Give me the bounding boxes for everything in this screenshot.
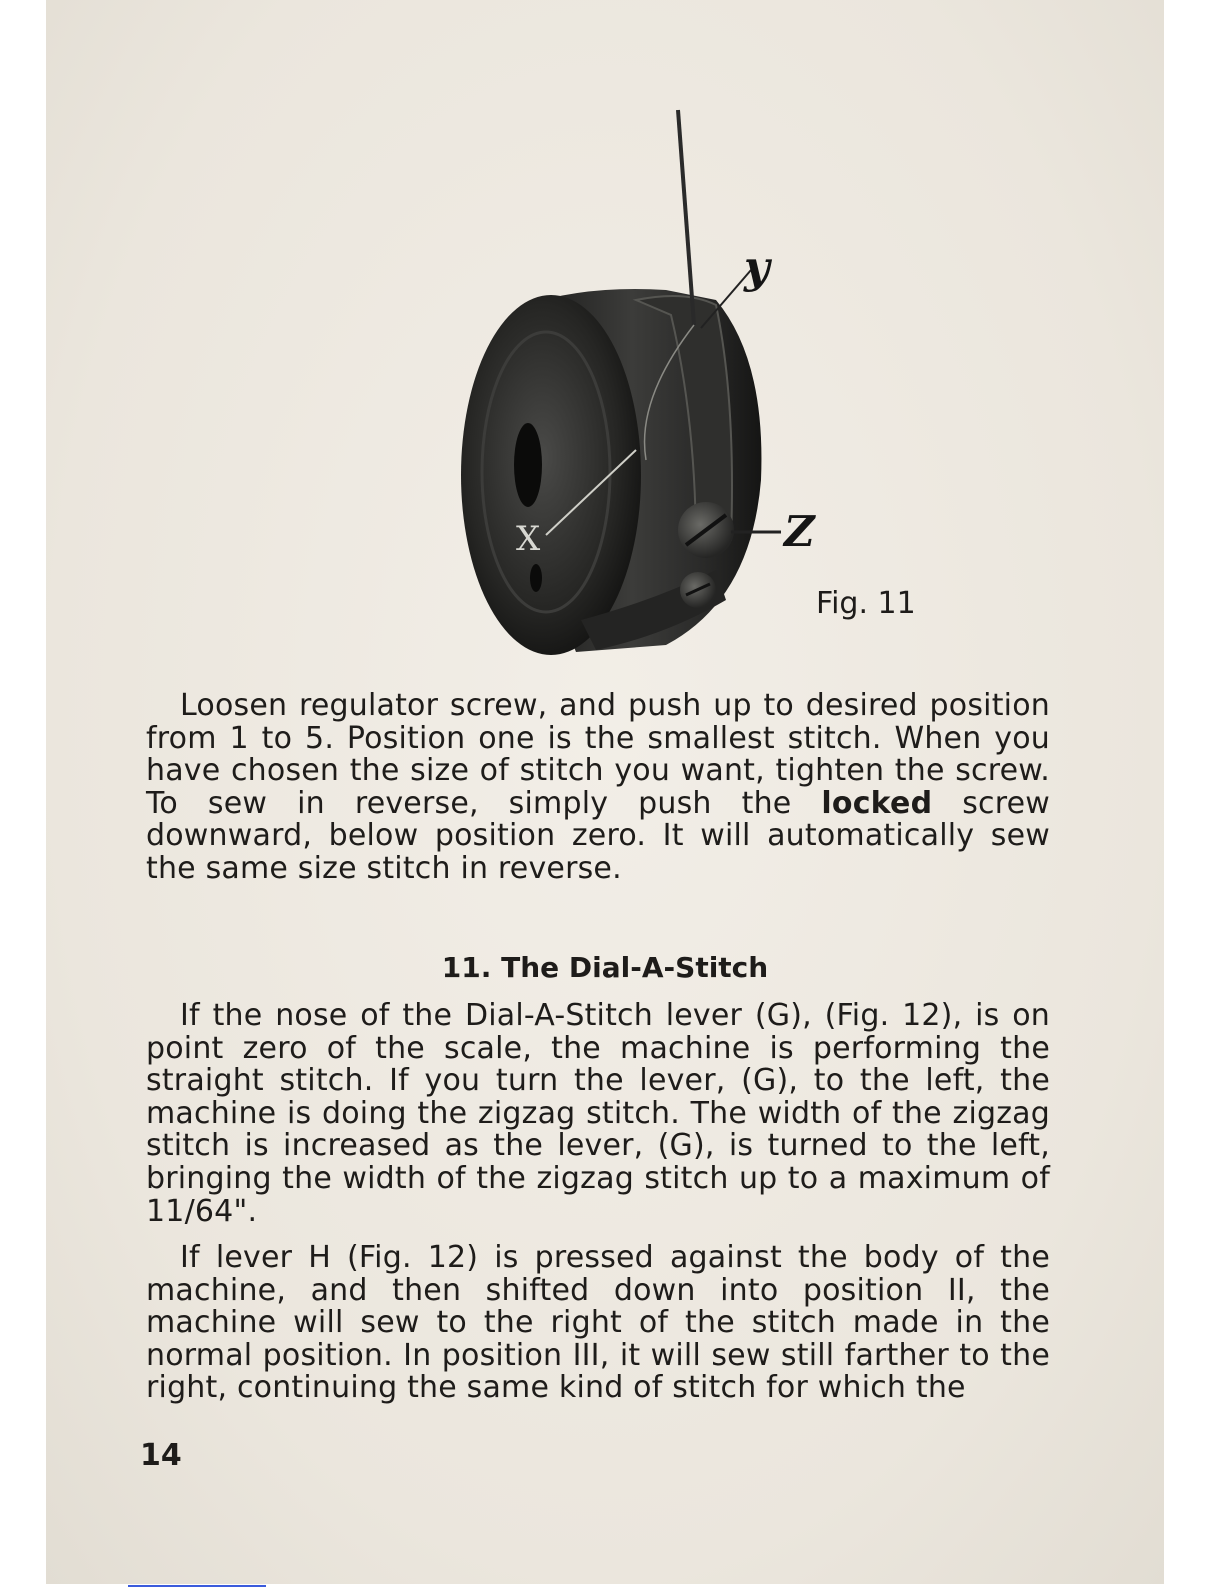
paragraph-text: If the nose of the Dial-A-Stitch lever (G), (Fig. 12), is on point zero of the scale, the machine is performing the straight stitch. If you turn the lever, (G), to the left, the machine is doing the zigzag stitch. The width of the zigzag stitch is increased as the lever, (G), is turned to the left, bringing the width of the zigzag stitch up to a maximum of 11/64".	[146, 998, 1050, 1229]
section-heading: 11. The Dial-A-Stitch	[441, 951, 769, 984]
bobbin-case-figure	[396, 100, 936, 670]
manual-page	[46, 0, 1164, 1584]
label-z: Z	[784, 507, 815, 556]
page-number: 14	[140, 1438, 182, 1473]
paragraph-lever-h	[146, 1242, 1050, 1405]
label-x: X	[516, 519, 541, 559]
paragraph-stitch-regulator	[146, 690, 1050, 886]
paragraph-text: If lever H (Fig. 12) is pressed against the body of the machine, and then shifted down into position II, the machine will sew to the right of the stitch made in the normal position. In position III, it will sew still farther to the right, continuing the same kind of stitch for which the	[146, 1240, 1050, 1406]
figure-caption: Fig. 11	[816, 586, 916, 621]
paragraph-text: screw downward, below position zero. It will automatically sew the same size stitch in reverse.	[146, 785, 1050, 886]
paragraph-text: Loosen regulator screw, and push up to desired position from 1 to 5. Position one is the smallest stitch. When you have chosen the size of stitch you want, tighten the screw. To sew in reverse, simply push the	[146, 688, 1050, 821]
paragraph-dial-a-stitch	[146, 1000, 1050, 1228]
bold-word-locked: locked	[821, 785, 933, 821]
label-y: y	[744, 242, 770, 293]
bobbin-case-illustration	[396, 100, 936, 670]
